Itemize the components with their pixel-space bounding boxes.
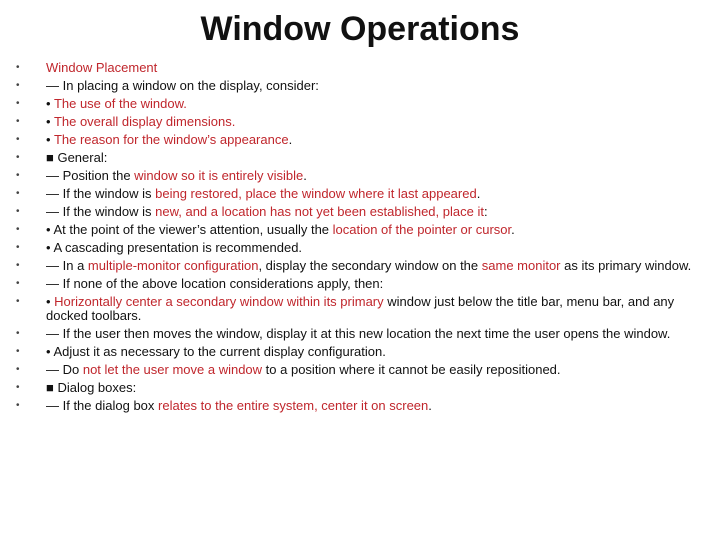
bullet-dot-icon: • bbox=[16, 80, 20, 91]
highlighted-text: relates to the entire system, center it on screen bbox=[158, 398, 429, 413]
bullet-text: • bbox=[46, 132, 54, 147]
slide-title: Window Operations bbox=[200, 10, 520, 48]
bullet-text: — If the window is bbox=[46, 186, 156, 201]
bullet-text: • bbox=[46, 294, 55, 309]
bullet-text: as its primary window. bbox=[560, 258, 692, 273]
bullet-text: ■ General: bbox=[46, 150, 108, 165]
bullet-item bbox=[0, 277, 700, 291]
highlighted-text: new, and a location has not yet been established, place it bbox=[155, 204, 484, 219]
bullet-item bbox=[0, 327, 700, 341]
bullet-dot-icon: • bbox=[16, 242, 20, 253]
bullet-text: . bbox=[476, 186, 481, 201]
highlighted-text: Horizontally center a secondary window within its primary bbox=[54, 294, 384, 309]
bullet-list bbox=[0, 61, 700, 417]
bullet-dot-icon: • bbox=[16, 152, 20, 163]
highlighted-text: multiple-monitor configuration bbox=[87, 258, 259, 273]
bullet-dot-icon: • bbox=[16, 224, 20, 235]
bullet-text: window just below the title bar, menu bar, and any docked toolbars. bbox=[46, 294, 675, 323]
bullet-item bbox=[0, 205, 700, 219]
bullet-item bbox=[0, 363, 700, 377]
highlighted-text: window so it is entirely visible bbox=[134, 168, 304, 183]
highlighted-text: Window Placement bbox=[46, 60, 158, 75]
bullet-item bbox=[0, 79, 700, 93]
bullet-text: • bbox=[46, 96, 54, 111]
bullet-text: . bbox=[428, 398, 432, 413]
bullet-item bbox=[0, 259, 700, 273]
bullet-item bbox=[0, 187, 700, 201]
bullet-item bbox=[0, 133, 700, 147]
bullet-dot-icon: • bbox=[16, 400, 20, 411]
highlighted-text: same monitor bbox=[481, 258, 561, 273]
bullet-text: • A cascading presentation is recommended. bbox=[46, 240, 303, 255]
bullet-dot-icon: • bbox=[16, 116, 20, 127]
bullet-text: — Position the bbox=[46, 168, 135, 183]
highlighted-text: not let the user move a window bbox=[82, 362, 263, 377]
bullet-item bbox=[0, 97, 700, 111]
bullet-item bbox=[0, 115, 700, 129]
highlighted-text: The reason for the window’s appearance bbox=[53, 132, 289, 147]
highlighted-text: being restored, place the window where it last appeared bbox=[155, 186, 477, 201]
bullet-item bbox=[0, 381, 700, 395]
bullet-dot-icon: • bbox=[16, 170, 20, 181]
bullet-text: , display the secondary window on the bbox=[258, 258, 482, 273]
bullet-dot-icon: • bbox=[16, 206, 20, 217]
bullet-text: — In a bbox=[46, 258, 88, 273]
highlighted-text: location of the pointer or cursor bbox=[332, 222, 512, 237]
bullet-text: — Do bbox=[46, 362, 83, 377]
bullet-text: — If the user then moves the window, display it at this new location the next time the user opens the window. bbox=[46, 326, 671, 341]
bullet-dot-icon: • bbox=[16, 260, 20, 271]
bullet-text: • Adjust it as necessary to the current display configuration. bbox=[46, 344, 386, 359]
bullet-text: ■ Dialog boxes: bbox=[46, 380, 137, 395]
bullet-item bbox=[0, 151, 700, 165]
bullet-text: : bbox=[483, 204, 488, 219]
bullet-text: — If the dialog box bbox=[46, 398, 159, 413]
bullet-item bbox=[0, 61, 700, 75]
bullet-dot-icon: • bbox=[16, 328, 20, 339]
bullet-item bbox=[0, 169, 700, 183]
bullet-text: to a position where it cannot be easily repositioned. bbox=[262, 362, 561, 377]
bullet-dot-icon: • bbox=[16, 188, 20, 199]
bullet-dot-icon: • bbox=[16, 364, 20, 375]
bullet-text: — If none of the above location considerations apply, then: bbox=[46, 276, 384, 291]
highlighted-text: The overall display dimensions. bbox=[53, 114, 236, 129]
bullet-text: . bbox=[303, 168, 307, 183]
bullet-item bbox=[0, 295, 700, 323]
bullet-text: — In placing a window on the display, consider: bbox=[46, 78, 319, 93]
bullet-item bbox=[0, 345, 700, 359]
bullet-dot-icon: • bbox=[16, 98, 20, 109]
bullet-item bbox=[0, 223, 700, 237]
bullet-text: • At the point of the viewer’s attention, usually the bbox=[46, 222, 333, 237]
bullet-text: . bbox=[288, 132, 293, 147]
highlighted-text: The use of the window. bbox=[53, 96, 187, 111]
bullet-dot-icon: • bbox=[16, 296, 20, 307]
bullet-item bbox=[0, 399, 700, 413]
bullet-dot-icon: • bbox=[16, 62, 20, 73]
bullet-dot-icon: • bbox=[16, 382, 20, 393]
bullet-dot-icon: • bbox=[16, 346, 20, 357]
bullet-text: . bbox=[511, 222, 515, 237]
bullet-text: • bbox=[46, 114, 54, 129]
bullet-dot-icon: • bbox=[16, 278, 20, 289]
bullet-text: — If the window is bbox=[46, 204, 156, 219]
bullet-item bbox=[0, 241, 700, 255]
bullet-dot-icon: • bbox=[16, 134, 20, 145]
